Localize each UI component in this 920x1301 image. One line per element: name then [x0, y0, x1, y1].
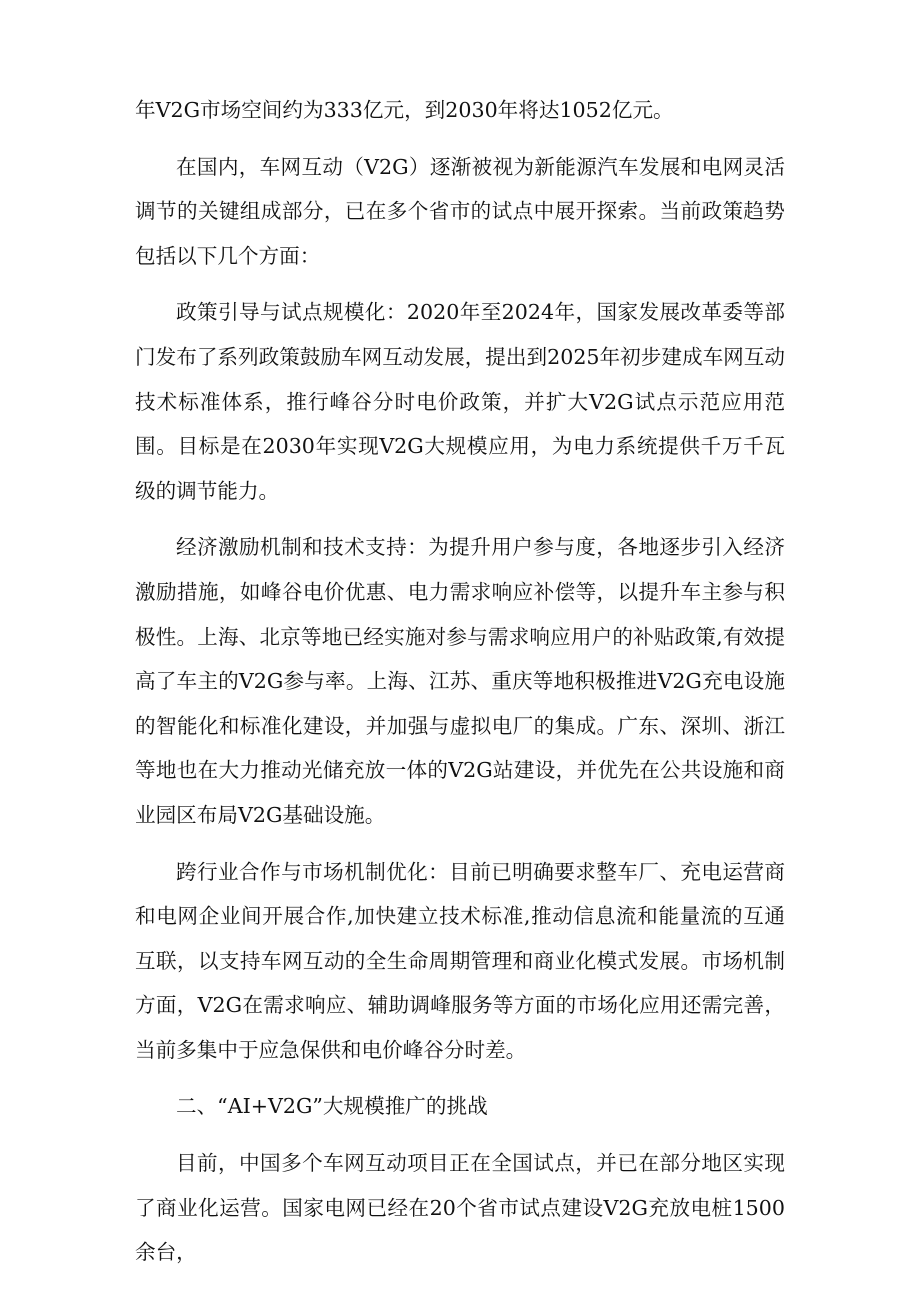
paragraph-economic-incentives: 经济激励机制和技术支持：为提升用户参与度，各地逐步引入经济激励措施，如峰谷电价优惠、电力需求响应补偿等，以提升车主参与积极性。上海、北京等地已经实施对参与需求响应用户的补贴政策,有效提高了车主的V2G参与率。上海、江苏、重庆等地积极推进V2G充电设施的智能化和标准化建设，并加强与虚拟电厂的集成。广东、深圳、浙江等地也在大力推动光储充放一体的V2G站建设，并优先在公共设施和商业园区布局V2G基础设施。	[135, 535, 785, 827]
paragraph-market-size: 年V2G市场空间约为333亿元，到2030年将达1052亿元。	[135, 98, 674, 122]
section-heading: 二、“AI+V2G”大规模推广的挑战	[176, 1094, 488, 1119]
paragraph-policy-guidance: 政策引导与试点规模化：2020年至2024年，国家发展改革委等部门发布了系列政策鼓励车网互动发展，提出到2025年初步建成车网互动技术标准体系，推行峰谷分时电价政策，并扩大V2G试点示范应用范围。目标是在2030年实现V2G大规模应用，为电力系统提供千万千瓦级的调节能力。	[135, 300, 785, 503]
document-body	[135, 88, 785, 1287]
paragraph-cross-industry: 跨行业合作与市场机制优化：目前已明确要求整车厂、充电运营商和电网企业间开展合作,加快建立技术标准,推动信息流和能量流的互通互联，以支持车网互动的全生命周期管理和商业化模式发展。市场机制方面，V2G在需求响应、辅助调峰服务等方面的市场化应用还需完善，当前多集中于应急保供和电价峰谷分时差。	[135, 859, 785, 1062]
paragraph-domestic-overview: 在国内，车网互动（V2G）逐渐被视为新能源汽车发展和电网灵活调节的关键组成部分，已在多个省市的试点中展开探索。当前政策趋势包括以下几个方面：	[135, 154, 785, 268]
paragraph-current-status: 目前，中国多个车网互动项目正在全国试点，并已在部分地区实现了商业化运营。国家电网已经在20个省市试点建设V2G充放电桩1500余台，	[135, 1151, 785, 1265]
